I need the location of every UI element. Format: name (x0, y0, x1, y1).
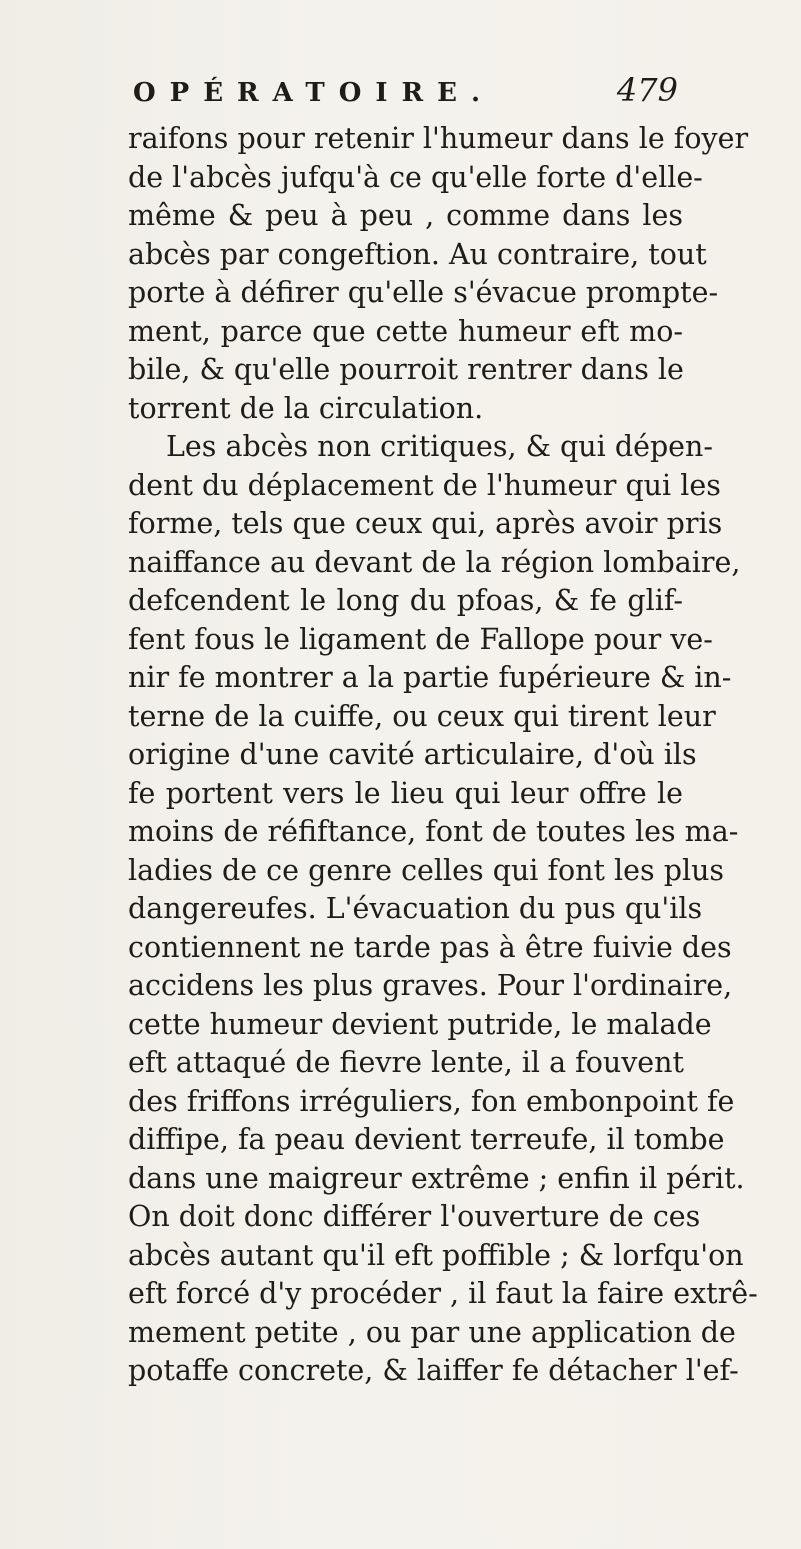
text-line: fent fous le ligament de Fallope pour ve- (128, 622, 713, 656)
text-line: torrent de la circulation. (128, 391, 484, 425)
text-line: même & peu à peu , comme dans les (128, 199, 683, 232)
text-line: forme, tels que ceux qui, après avoir pris (128, 507, 723, 540)
text-line: cette humeur devient putride, le malade (128, 1007, 712, 1041)
text-line: terne de la cuiffe, ou ceux qui tirent leur (128, 699, 716, 733)
text-line: eft forcé d'y procéder , il faut la faire extrê- (128, 1277, 758, 1310)
text-line: abcès par congeftion. Au contraire, tout (128, 237, 707, 271)
text-line: des friffons irréguliers, fon embonpoint fe (128, 1084, 735, 1118)
text-line: ladies de ce genre celles qui font les plus (128, 853, 725, 887)
text-line: mement petite , ou par une application de (128, 1315, 736, 1349)
text-line: Les abcès non critiques, & qui dépen- (166, 430, 714, 463)
text-line: ment, parce que cette humeur eft mo- (128, 314, 683, 348)
body-text (128, 120, 758, 1391)
text-line: dans une maigreur extrême ; enfin il périt. (128, 1161, 745, 1195)
running-head: OPÉRATOIRE. (133, 78, 495, 108)
text-line: On doit donc différer l'ouverture de ces (128, 1200, 701, 1233)
text-line: de l'abcès jufqu'à ce qu'elle forte d'elle- (128, 160, 703, 194)
page-header (118, 70, 678, 113)
text-line: eft attaqué de fievre lente, il a fouvent (128, 1046, 684, 1079)
text-line: nir fe montrer a la partie fupérieure & in- (128, 661, 732, 694)
text-line: dent du déplacement de l'humeur qui les (128, 468, 721, 502)
text-line: abcès autant qu'il eft poffible ; & lorfqu'on (128, 1238, 744, 1272)
text-line: contiennent ne tarde pas à être fuivie des (128, 930, 732, 964)
text-line: diffipe, fa peau devient terreufe, il tombe (128, 1123, 725, 1156)
text-line: raifons pour retenir l'humeur dans le foyer (128, 122, 749, 155)
text-line: porte à défirer qu'elle s'évacue prompte- (128, 276, 719, 309)
text-line: accidens les plus graves. Pour l'ordinaire, (128, 969, 733, 1002)
text-line: potaffe concrete, & laiffer fe détacher l'ef- (128, 1354, 739, 1387)
text-line: naiffance au devant de la région lombaire, (128, 545, 741, 579)
text-line: defcendent le long du pfoas, & fe glif- (128, 584, 683, 617)
page-number: 479 (616, 71, 678, 109)
text-line: fe portent vers le lieu qui leur offre le (128, 776, 683, 810)
text-line: dangereufes. L'évacuation du pus qu'ils (128, 892, 703, 925)
text-line: origine d'une cavité articulaire, d'où ils (128, 738, 697, 771)
text-line: moins de réfiftance, font de toutes les ma- (128, 815, 739, 848)
text-line: bile, & qu'elle pourroit rentrer dans le (128, 353, 684, 386)
